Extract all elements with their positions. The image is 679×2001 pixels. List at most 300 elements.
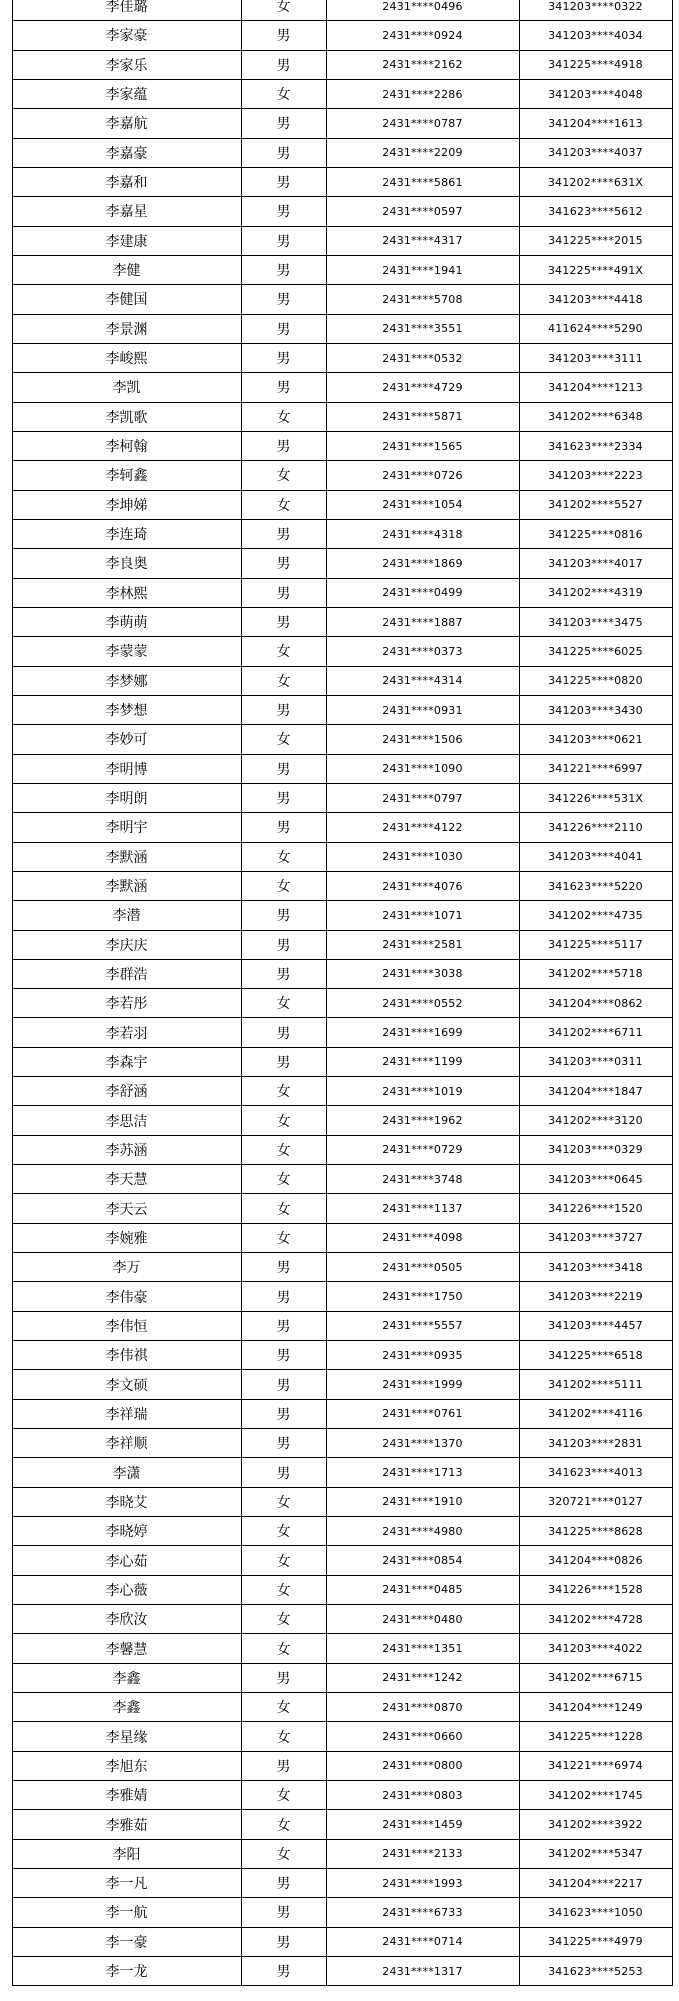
row-margin-right xyxy=(672,1781,679,1810)
row-margin-left xyxy=(0,461,12,490)
row-margin-left xyxy=(0,1810,12,1839)
exam-number-cell: 2431****0931 xyxy=(326,695,519,724)
table-row xyxy=(0,1077,679,1106)
row-margin-left xyxy=(0,1106,12,1135)
row-margin-left xyxy=(0,1663,12,1692)
row-margin-right xyxy=(672,637,679,666)
id-number-cell: 341225****6518 xyxy=(519,1341,672,1370)
row-margin-right xyxy=(672,607,679,636)
table-row xyxy=(0,813,679,842)
row-margin-right xyxy=(672,1223,679,1252)
name-cell: 李伟祺 xyxy=(12,1341,241,1370)
gender-cell: 男 xyxy=(241,1458,326,1487)
row-margin-right xyxy=(672,138,679,167)
name-cell: 李嘉豪 xyxy=(12,138,241,167)
table-row xyxy=(0,1693,679,1722)
row-margin-right xyxy=(672,1517,679,1546)
table-row xyxy=(0,343,679,372)
name-cell: 李苏涵 xyxy=(12,1135,241,1164)
gender-cell: 男 xyxy=(241,1018,326,1047)
id-number-cell: 341204****1249 xyxy=(519,1693,672,1722)
row-margin-left xyxy=(0,1018,12,1047)
table-row xyxy=(0,461,679,490)
table-row xyxy=(0,607,679,636)
row-margin-right xyxy=(672,1341,679,1370)
gender-cell: 男 xyxy=(241,1370,326,1399)
row-margin-right xyxy=(672,1165,679,1194)
table-row xyxy=(0,197,679,226)
name-cell: 李祥顺 xyxy=(12,1429,241,1458)
row-margin-left xyxy=(0,1575,12,1604)
id-number-cell: 341202****4728 xyxy=(519,1605,672,1634)
row-margin-left xyxy=(0,1341,12,1370)
exam-number-cell: 2431****0870 xyxy=(326,1693,519,1722)
id-number-cell: 341202****5527 xyxy=(519,490,672,519)
exam-number-cell: 2431****4317 xyxy=(326,226,519,255)
gender-cell: 男 xyxy=(241,314,326,343)
row-margin-left xyxy=(0,813,12,842)
row-margin-left xyxy=(0,138,12,167)
id-number-cell: 341204****1213 xyxy=(519,373,672,402)
gender-cell: 女 xyxy=(241,1839,326,1868)
id-number-cell: 341221****6997 xyxy=(519,754,672,783)
row-margin-right xyxy=(672,1605,679,1634)
id-number-cell: 341203****0322 xyxy=(519,0,672,21)
gender-cell: 男 xyxy=(241,1751,326,1780)
table-row xyxy=(0,1370,679,1399)
name-cell: 李明博 xyxy=(12,754,241,783)
id-number-cell: 341204****0862 xyxy=(519,989,672,1018)
id-number-cell: 341203****4457 xyxy=(519,1311,672,1340)
exam-number-cell: 2431****2133 xyxy=(326,1839,519,1868)
row-margin-right xyxy=(672,1194,679,1223)
exam-number-cell: 2431****1713 xyxy=(326,1458,519,1487)
id-number-cell: 341203****4022 xyxy=(519,1634,672,1663)
gender-cell: 女 xyxy=(241,1077,326,1106)
row-margin-right xyxy=(672,930,679,959)
gender-cell: 男 xyxy=(241,519,326,548)
row-margin-left xyxy=(0,21,12,50)
row-margin-left xyxy=(0,1165,12,1194)
exam-number-cell: 2431****2209 xyxy=(326,138,519,167)
exam-number-cell: 2431****0480 xyxy=(326,1605,519,1634)
id-number-cell: 341202****631X xyxy=(519,167,672,196)
gender-cell: 男 xyxy=(241,1956,326,1985)
exam-number-cell: 2431****1506 xyxy=(326,725,519,754)
row-margin-right xyxy=(672,490,679,519)
row-margin-right xyxy=(672,1399,679,1428)
id-number-cell: 341204****0826 xyxy=(519,1546,672,1575)
row-margin-left xyxy=(0,871,12,900)
id-number-cell: 341226****531X xyxy=(519,783,672,812)
gender-cell: 女 xyxy=(241,1575,326,1604)
table-row xyxy=(0,783,679,812)
name-cell: 李森宇 xyxy=(12,1047,241,1076)
id-number-cell: 341202****4319 xyxy=(519,578,672,607)
row-margin-right xyxy=(672,0,679,21)
name-cell: 李馨慧 xyxy=(12,1634,241,1663)
gender-cell: 男 xyxy=(241,343,326,372)
exam-number-cell: 2431****1910 xyxy=(326,1487,519,1516)
exam-number-cell: 2431****0797 xyxy=(326,783,519,812)
row-margin-right xyxy=(672,519,679,548)
row-margin-right xyxy=(672,1898,679,1927)
table-row xyxy=(0,695,679,724)
row-margin-right xyxy=(672,989,679,1018)
table-row xyxy=(0,1341,679,1370)
exam-number-cell: 2431****0803 xyxy=(326,1781,519,1810)
name-cell: 李群浩 xyxy=(12,959,241,988)
id-number-cell: 341204****1613 xyxy=(519,109,672,138)
table-row xyxy=(0,1898,679,1927)
name-cell: 李默涵 xyxy=(12,871,241,900)
row-margin-right xyxy=(672,1546,679,1575)
table-row xyxy=(0,1575,679,1604)
exam-number-cell: 2431****0532 xyxy=(326,343,519,372)
row-margin-left xyxy=(0,725,12,754)
gender-cell: 女 xyxy=(241,1546,326,1575)
name-cell: 李阳 xyxy=(12,1839,241,1868)
exam-number-cell: 2431****2286 xyxy=(326,79,519,108)
row-margin-right xyxy=(672,1077,679,1106)
table-row xyxy=(0,1429,679,1458)
id-number-cell: 341623****1050 xyxy=(519,1898,672,1927)
name-cell: 李默涵 xyxy=(12,842,241,871)
row-margin-right xyxy=(672,1135,679,1164)
row-margin-left xyxy=(0,930,12,959)
row-margin-left xyxy=(0,519,12,548)
name-cell: 李若羽 xyxy=(12,1018,241,1047)
name-cell: 李一凡 xyxy=(12,1869,241,1898)
gender-cell: 男 xyxy=(241,255,326,284)
row-margin-right xyxy=(672,343,679,372)
table-row xyxy=(0,1810,679,1839)
table-row xyxy=(0,431,679,460)
id-number-cell: 341623****5612 xyxy=(519,197,672,226)
exam-number-cell: 2431****3748 xyxy=(326,1165,519,1194)
gender-cell: 女 xyxy=(241,1810,326,1839)
table-row xyxy=(0,842,679,871)
row-margin-left xyxy=(0,431,12,460)
exam-number-cell: 2431****5708 xyxy=(326,285,519,314)
name-cell: 李佳璐 xyxy=(12,0,241,21)
gender-cell: 男 xyxy=(241,578,326,607)
name-cell: 李伟恒 xyxy=(12,1311,241,1340)
name-cell: 李旭东 xyxy=(12,1751,241,1780)
gender-cell: 女 xyxy=(241,1693,326,1722)
table-row xyxy=(0,1018,679,1047)
table-row xyxy=(0,402,679,431)
row-margin-right xyxy=(672,79,679,108)
table-row xyxy=(0,490,679,519)
exam-number-cell: 2431****0935 xyxy=(326,1341,519,1370)
name-cell: 李祥瑞 xyxy=(12,1399,241,1428)
name-cell: 李万 xyxy=(12,1253,241,1282)
name-cell: 李舒涵 xyxy=(12,1077,241,1106)
name-cell: 李家豪 xyxy=(12,21,241,50)
table-row xyxy=(0,1487,679,1516)
row-margin-right xyxy=(672,754,679,783)
name-cell: 李庆庆 xyxy=(12,930,241,959)
row-margin-left xyxy=(0,1282,12,1311)
row-margin-left xyxy=(0,754,12,783)
table-row xyxy=(0,578,679,607)
name-cell: 李凯 xyxy=(12,373,241,402)
id-number-cell: 341203****2219 xyxy=(519,1282,672,1311)
id-number-cell: 341203****4041 xyxy=(519,842,672,871)
table-row xyxy=(0,989,679,1018)
exam-number-cell: 2431****3038 xyxy=(326,959,519,988)
table-row xyxy=(0,1047,679,1076)
name-cell: 李妙可 xyxy=(12,725,241,754)
gender-cell: 男 xyxy=(241,138,326,167)
name-cell: 李坤娣 xyxy=(12,490,241,519)
row-margin-right xyxy=(672,1663,679,1692)
row-margin-right xyxy=(672,1927,679,1956)
name-cell: 李家乐 xyxy=(12,50,241,79)
row-margin-right xyxy=(672,1018,679,1047)
row-margin-left xyxy=(0,1487,12,1516)
gender-cell: 女 xyxy=(241,1106,326,1135)
name-cell: 李文硕 xyxy=(12,1370,241,1399)
gender-cell: 男 xyxy=(241,1341,326,1370)
exam-number-cell: 2431****0726 xyxy=(326,461,519,490)
id-number-cell: 341226****1520 xyxy=(519,1194,672,1223)
gender-cell: 女 xyxy=(241,1165,326,1194)
row-margin-right xyxy=(672,1956,679,1985)
table-row xyxy=(0,1781,679,1810)
name-cell: 李嘉和 xyxy=(12,167,241,196)
name-cell: 李天云 xyxy=(12,1194,241,1223)
id-number-cell: 341203****4048 xyxy=(519,79,672,108)
table-row xyxy=(0,255,679,284)
gender-cell: 女 xyxy=(241,79,326,108)
row-margin-right xyxy=(672,1693,679,1722)
id-number-cell: 341623****2334 xyxy=(519,431,672,460)
gender-cell: 男 xyxy=(241,813,326,842)
exam-number-cell: 2431****5871 xyxy=(326,402,519,431)
row-margin-left xyxy=(0,1722,12,1751)
gender-cell: 女 xyxy=(241,1634,326,1663)
table-row xyxy=(0,637,679,666)
row-margin-right xyxy=(672,431,679,460)
id-number-cell: 341225****2015 xyxy=(519,226,672,255)
gender-cell: 女 xyxy=(241,1487,326,1516)
gender-cell: 男 xyxy=(241,1429,326,1458)
id-number-cell: 341225****4918 xyxy=(519,50,672,79)
row-margin-left xyxy=(0,1869,12,1898)
id-number-cell: 341202****3922 xyxy=(519,1810,672,1839)
row-margin-left xyxy=(0,607,12,636)
id-number-cell: 341203****0329 xyxy=(519,1135,672,1164)
row-margin-right xyxy=(672,549,679,578)
table-row xyxy=(0,138,679,167)
gender-cell: 男 xyxy=(241,930,326,959)
row-margin-left xyxy=(0,1077,12,1106)
gender-cell: 女 xyxy=(241,725,326,754)
row-margin-left xyxy=(0,490,12,519)
id-number-cell: 341202****1745 xyxy=(519,1781,672,1810)
table-row xyxy=(0,1399,679,1428)
name-cell: 李星缘 xyxy=(12,1722,241,1751)
table-row xyxy=(0,226,679,255)
name-cell: 李明朗 xyxy=(12,783,241,812)
gender-cell: 男 xyxy=(241,959,326,988)
name-cell: 李萌萌 xyxy=(12,607,241,636)
row-margin-left xyxy=(0,1370,12,1399)
gender-cell: 女 xyxy=(241,842,326,871)
row-margin-left xyxy=(0,1781,12,1810)
row-margin-right xyxy=(672,1487,679,1516)
exam-number-cell: 2431****1030 xyxy=(326,842,519,871)
row-margin-left xyxy=(0,285,12,314)
exam-number-cell: 2431****5557 xyxy=(326,1311,519,1340)
table-row xyxy=(0,1927,679,1956)
table-row xyxy=(0,725,679,754)
id-number-cell: 341202****5347 xyxy=(519,1839,672,1868)
row-margin-left xyxy=(0,1605,12,1634)
gender-cell: 女 xyxy=(241,1223,326,1252)
table-row xyxy=(0,314,679,343)
table-row xyxy=(0,1634,679,1663)
gender-cell: 男 xyxy=(241,1927,326,1956)
row-margin-left xyxy=(0,1927,12,1956)
row-margin-left xyxy=(0,549,12,578)
id-number-cell: 341203****3111 xyxy=(519,343,672,372)
row-margin-left xyxy=(0,402,12,431)
table-row xyxy=(0,1458,679,1487)
exam-number-cell: 2431****4098 xyxy=(326,1223,519,1252)
table-row xyxy=(0,0,679,21)
exam-number-cell: 2431****1054 xyxy=(326,490,519,519)
exam-number-cell: 2431****3551 xyxy=(326,314,519,343)
exam-number-cell: 2431****6733 xyxy=(326,1898,519,1927)
name-cell: 李健 xyxy=(12,255,241,284)
row-margin-left xyxy=(0,637,12,666)
exam-number-cell: 2431****0714 xyxy=(326,1927,519,1956)
row-margin-right xyxy=(672,1634,679,1663)
id-number-cell: 341225****1228 xyxy=(519,1722,672,1751)
gender-cell: 男 xyxy=(241,197,326,226)
row-margin-right xyxy=(672,21,679,50)
row-margin-right xyxy=(672,1282,679,1311)
row-margin-right xyxy=(672,783,679,812)
row-margin-left xyxy=(0,901,12,930)
exam-number-cell: 2431****0499 xyxy=(326,578,519,607)
id-number-cell: 341204****2217 xyxy=(519,1869,672,1898)
exam-number-cell: 2431****0924 xyxy=(326,21,519,50)
exam-number-cell: 2431****4076 xyxy=(326,871,519,900)
table-row xyxy=(0,1663,679,1692)
table-row xyxy=(0,1517,679,1546)
table-row xyxy=(0,1106,679,1135)
table-row xyxy=(0,285,679,314)
exam-number-cell: 2431****4122 xyxy=(326,813,519,842)
id-number-cell: 341203****2831 xyxy=(519,1429,672,1458)
row-margin-left xyxy=(0,1253,12,1282)
exam-number-cell: 2431****1199 xyxy=(326,1047,519,1076)
row-margin-left xyxy=(0,1693,12,1722)
id-number-cell: 341203****4037 xyxy=(519,138,672,167)
table-row xyxy=(0,959,679,988)
id-number-cell: 341225****5117 xyxy=(519,930,672,959)
name-cell: 李一航 xyxy=(12,1898,241,1927)
name-cell: 李梦娜 xyxy=(12,666,241,695)
table-row xyxy=(0,1282,679,1311)
id-number-cell: 341203****3418 xyxy=(519,1253,672,1282)
gender-cell: 男 xyxy=(241,431,326,460)
gender-cell: 女 xyxy=(241,1517,326,1546)
row-margin-left xyxy=(0,1956,12,1985)
exam-number-cell: 2431****1999 xyxy=(326,1370,519,1399)
row-margin-right xyxy=(672,373,679,402)
row-margin-left xyxy=(0,1311,12,1340)
exam-number-cell: 2431****1351 xyxy=(326,1634,519,1663)
row-margin-left xyxy=(0,79,12,108)
exam-number-cell: 2431****0373 xyxy=(326,637,519,666)
name-cell: 李嘉航 xyxy=(12,109,241,138)
row-margin-right xyxy=(672,314,679,343)
exam-number-cell: 2431****2162 xyxy=(326,50,519,79)
gender-cell: 男 xyxy=(241,1898,326,1927)
row-margin-right xyxy=(672,109,679,138)
row-margin-left xyxy=(0,1546,12,1575)
row-margin-left xyxy=(0,109,12,138)
name-cell: 李婉雅 xyxy=(12,1223,241,1252)
name-cell: 李心茹 xyxy=(12,1546,241,1575)
table-row xyxy=(0,754,679,783)
id-number-cell: 411624****5290 xyxy=(519,314,672,343)
name-cell: 李鑫 xyxy=(12,1693,241,1722)
row-margin-right xyxy=(672,167,679,196)
name-cell: 李雅茹 xyxy=(12,1810,241,1839)
gender-cell: 男 xyxy=(241,1311,326,1340)
gender-cell: 男 xyxy=(241,1253,326,1282)
table-row xyxy=(0,1223,679,1252)
exam-number-cell: 2431****1869 xyxy=(326,549,519,578)
table-row xyxy=(0,930,679,959)
exam-number-cell: 2431****0485 xyxy=(326,1575,519,1604)
gender-cell: 男 xyxy=(241,1869,326,1898)
exam-number-cell: 2431****1317 xyxy=(326,1956,519,1985)
exam-number-cell: 2431****1137 xyxy=(326,1194,519,1223)
name-cell: 李潇 xyxy=(12,1458,241,1487)
id-number-cell: 341623****4013 xyxy=(519,1458,672,1487)
gender-cell: 男 xyxy=(241,1047,326,1076)
gender-cell: 男 xyxy=(241,754,326,783)
exam-number-cell: 2431****1459 xyxy=(326,1810,519,1839)
id-number-cell: 341202****5111 xyxy=(519,1370,672,1399)
row-margin-right xyxy=(672,1047,679,1076)
row-margin-right xyxy=(672,461,679,490)
gender-cell: 女 xyxy=(241,1135,326,1164)
gender-cell: 男 xyxy=(241,226,326,255)
table-row xyxy=(0,167,679,196)
table-row xyxy=(0,1751,679,1780)
exam-number-cell: 2431****5861 xyxy=(326,167,519,196)
exam-number-cell: 2431****0761 xyxy=(326,1399,519,1428)
exam-number-cell: 2431****0787 xyxy=(326,109,519,138)
id-number-cell: 341203****2223 xyxy=(519,461,672,490)
name-cell: 李连琦 xyxy=(12,519,241,548)
exam-number-cell: 2431****1941 xyxy=(326,255,519,284)
exam-number-cell: 2431****4980 xyxy=(326,1517,519,1546)
exam-number-cell: 2431****1565 xyxy=(326,431,519,460)
exam-number-cell: 2431****1071 xyxy=(326,901,519,930)
name-cell: 李嘉星 xyxy=(12,197,241,226)
table-row xyxy=(0,109,679,138)
row-margin-left xyxy=(0,1047,12,1076)
